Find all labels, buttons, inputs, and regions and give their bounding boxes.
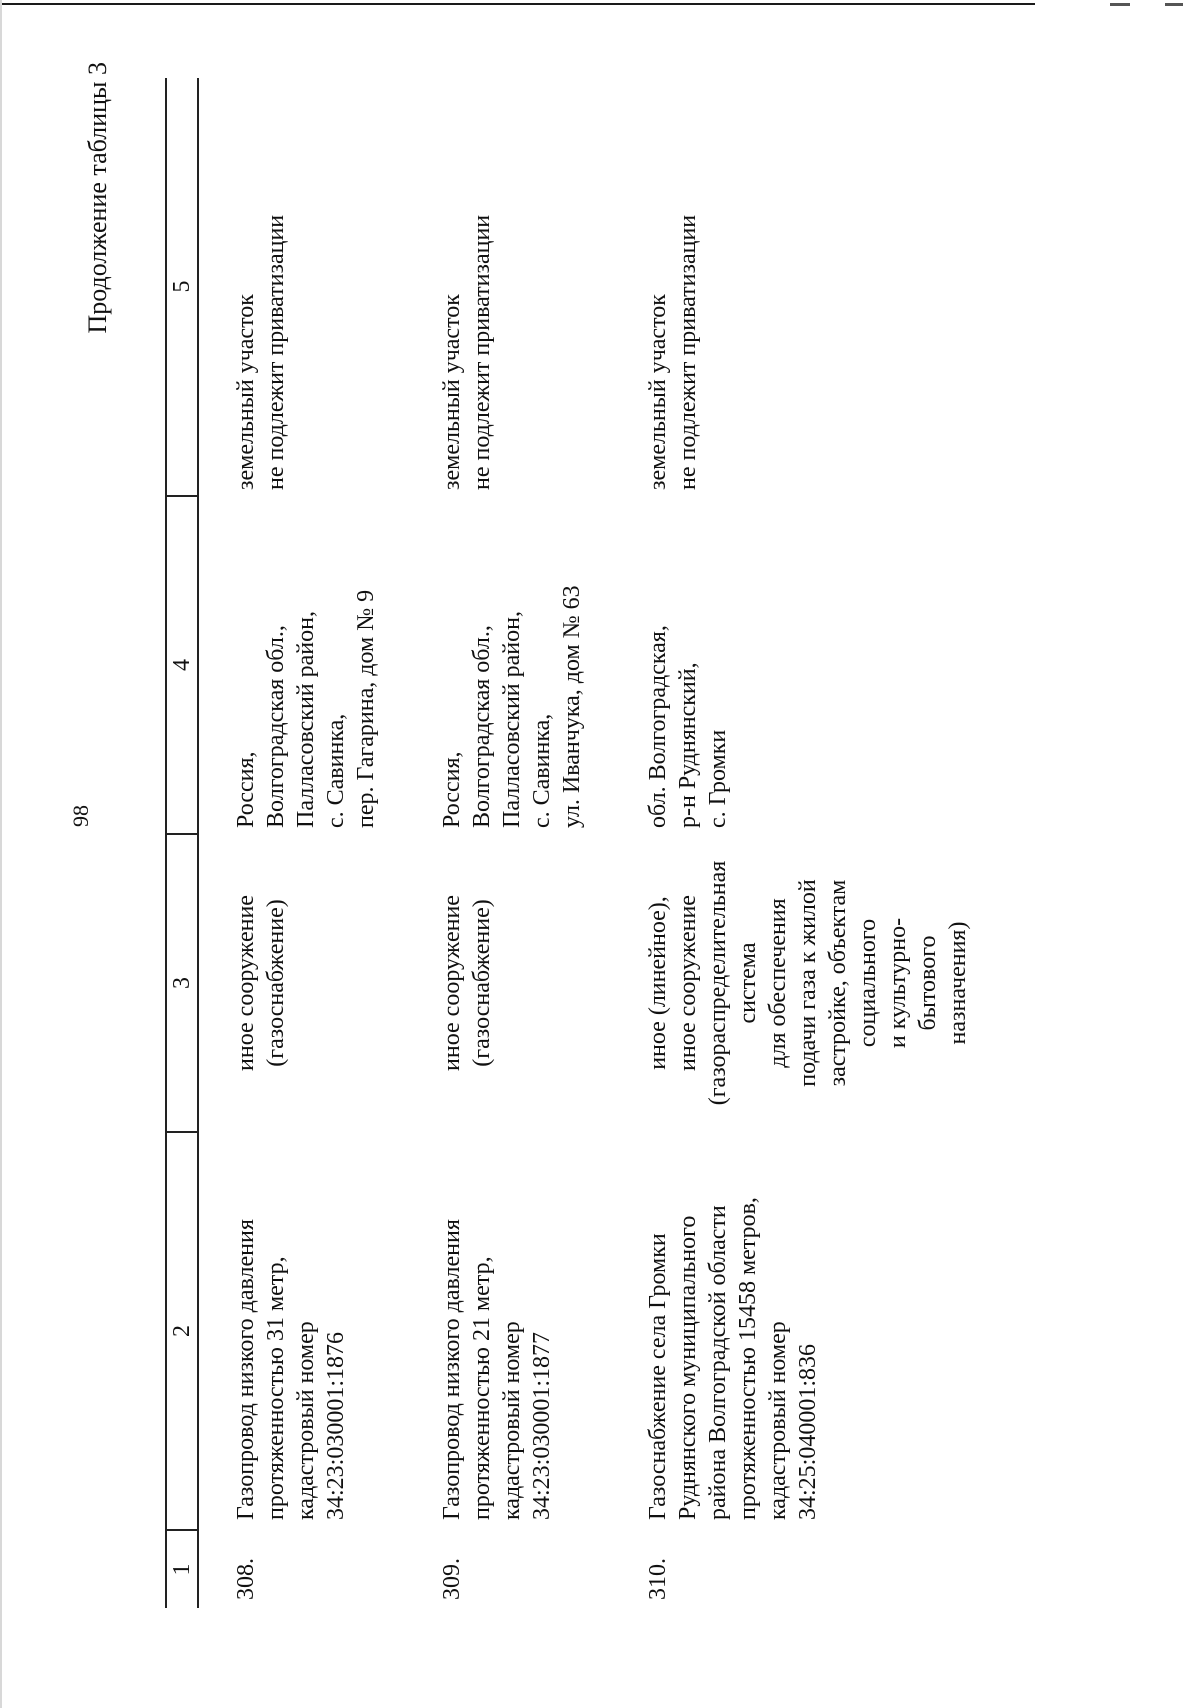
land-status-line: не подлежит приватизации (469, 214, 495, 490)
address-line: Палласовский район, (293, 611, 319, 828)
object-name-cell (437, 1132, 587, 1530)
address-line: Волгоградская обл., (469, 625, 495, 828)
address-line: пер. Гагарина, дом № 9 (353, 589, 379, 828)
land-status-line: земельный участок (233, 294, 259, 490)
purpose-cell (231, 834, 381, 1132)
object-name-line: Газоснабжение села Громки (645, 1233, 671, 1520)
column-header-2: 2 (166, 1132, 198, 1530)
object-name-line: 34:25:040001:836 (795, 1343, 821, 1520)
purpose-line: (газоснабжение) (263, 899, 289, 1067)
table-header-row (166, 78, 198, 1608)
address-cell (437, 496, 587, 834)
column-header-4: 4 (166, 496, 198, 834)
row-gap (587, 78, 643, 1608)
table-row (643, 78, 973, 1608)
land-status-cell (231, 78, 381, 496)
purpose-line: застройке, объектам (825, 879, 851, 1087)
property-registry-table (165, 78, 973, 1608)
purpose-line: иное (линейное), (645, 896, 671, 1070)
purpose-cell (437, 834, 587, 1132)
purpose-line: социального (855, 918, 881, 1048)
purpose-line: (газоснабжение) (469, 899, 495, 1067)
object-name-line: кадастровый номер (293, 1321, 319, 1520)
column-header-3: 3 (166, 834, 198, 1132)
purpose-line: назначения) (945, 921, 971, 1045)
row-number: 310. (645, 1558, 671, 1600)
address-line: обл. Волгоградская, (645, 625, 671, 828)
address-line: с. Савинка, (323, 713, 349, 828)
object-name-line: Руднянского муниципального (675, 1215, 701, 1520)
table-row (437, 78, 587, 1608)
purpose-line: (газораспределительная (705, 860, 731, 1106)
address-line: ул. Иванчука, дом № 63 (559, 585, 585, 828)
address-cell (231, 496, 381, 834)
purpose-line: бытового (915, 935, 941, 1031)
purpose-line: и культурно- (885, 917, 911, 1049)
land-status-line: не подлежит приватизации (675, 214, 701, 490)
column-header-1: 1 (166, 1530, 198, 1608)
object-name-cell (231, 1132, 381, 1530)
purpose-line: подачи газа к жилой (795, 879, 821, 1087)
object-name-cell (643, 1132, 973, 1530)
table-body (198, 78, 973, 1608)
purpose-line: иное сооружение (439, 895, 465, 1071)
object-name-line: кадастровый номер (499, 1321, 525, 1520)
address-line: Россия, (439, 751, 465, 828)
purpose-line: иное сооружение (675, 895, 701, 1071)
address-line: Волгоградская обл., (263, 625, 289, 828)
object-name-line: района Волгоградской области (705, 1205, 731, 1520)
row-number: 309. (439, 1558, 465, 1600)
land-status-line: земельный участок (645, 294, 671, 490)
object-name-line: 34:23:030001:1876 (323, 1331, 349, 1520)
purpose-line: иное сооружение (233, 895, 259, 1071)
page-number: 98 (68, 805, 93, 827)
table-continuation-caption: Продолжение таблицы 3 (83, 62, 112, 334)
object-name-line: протяженностью 31 метр, (263, 1256, 289, 1520)
purpose-line: система (735, 942, 761, 1024)
address-line: Палласовский район, (499, 611, 525, 828)
purpose-cell (643, 834, 973, 1132)
address-line: р-н Руднянский, (675, 662, 701, 828)
object-name-line: протяженностью 21 метр, (469, 1256, 495, 1520)
land-status-line: земельный участок (439, 294, 465, 490)
address-line: с. Громки (705, 729, 731, 828)
table-row (231, 78, 381, 1608)
address-line: Россия, (233, 751, 259, 828)
object-name-line: кадастровый номер (765, 1321, 791, 1520)
row-number: 308. (233, 1558, 259, 1600)
column-header-5: 5 (166, 78, 198, 496)
land-status-cell (643, 78, 973, 496)
object-name-line: 34:23:030001:1877 (529, 1331, 555, 1520)
land-status-line: не подлежит приватизации (263, 214, 289, 490)
address-cell (643, 496, 973, 834)
object-name-line: протяженностью 15458 метров, (735, 1197, 761, 1520)
purpose-line: для обеспечения (765, 898, 791, 1068)
row-gap (381, 78, 437, 1608)
land-status-cell (437, 78, 587, 496)
header-spacer (198, 78, 231, 1608)
object-name-line: Газопровод низкого давления (233, 1219, 259, 1520)
object-name-line: Газопровод низкого давления (439, 1219, 465, 1520)
address-line: с. Савинка, (529, 713, 555, 828)
